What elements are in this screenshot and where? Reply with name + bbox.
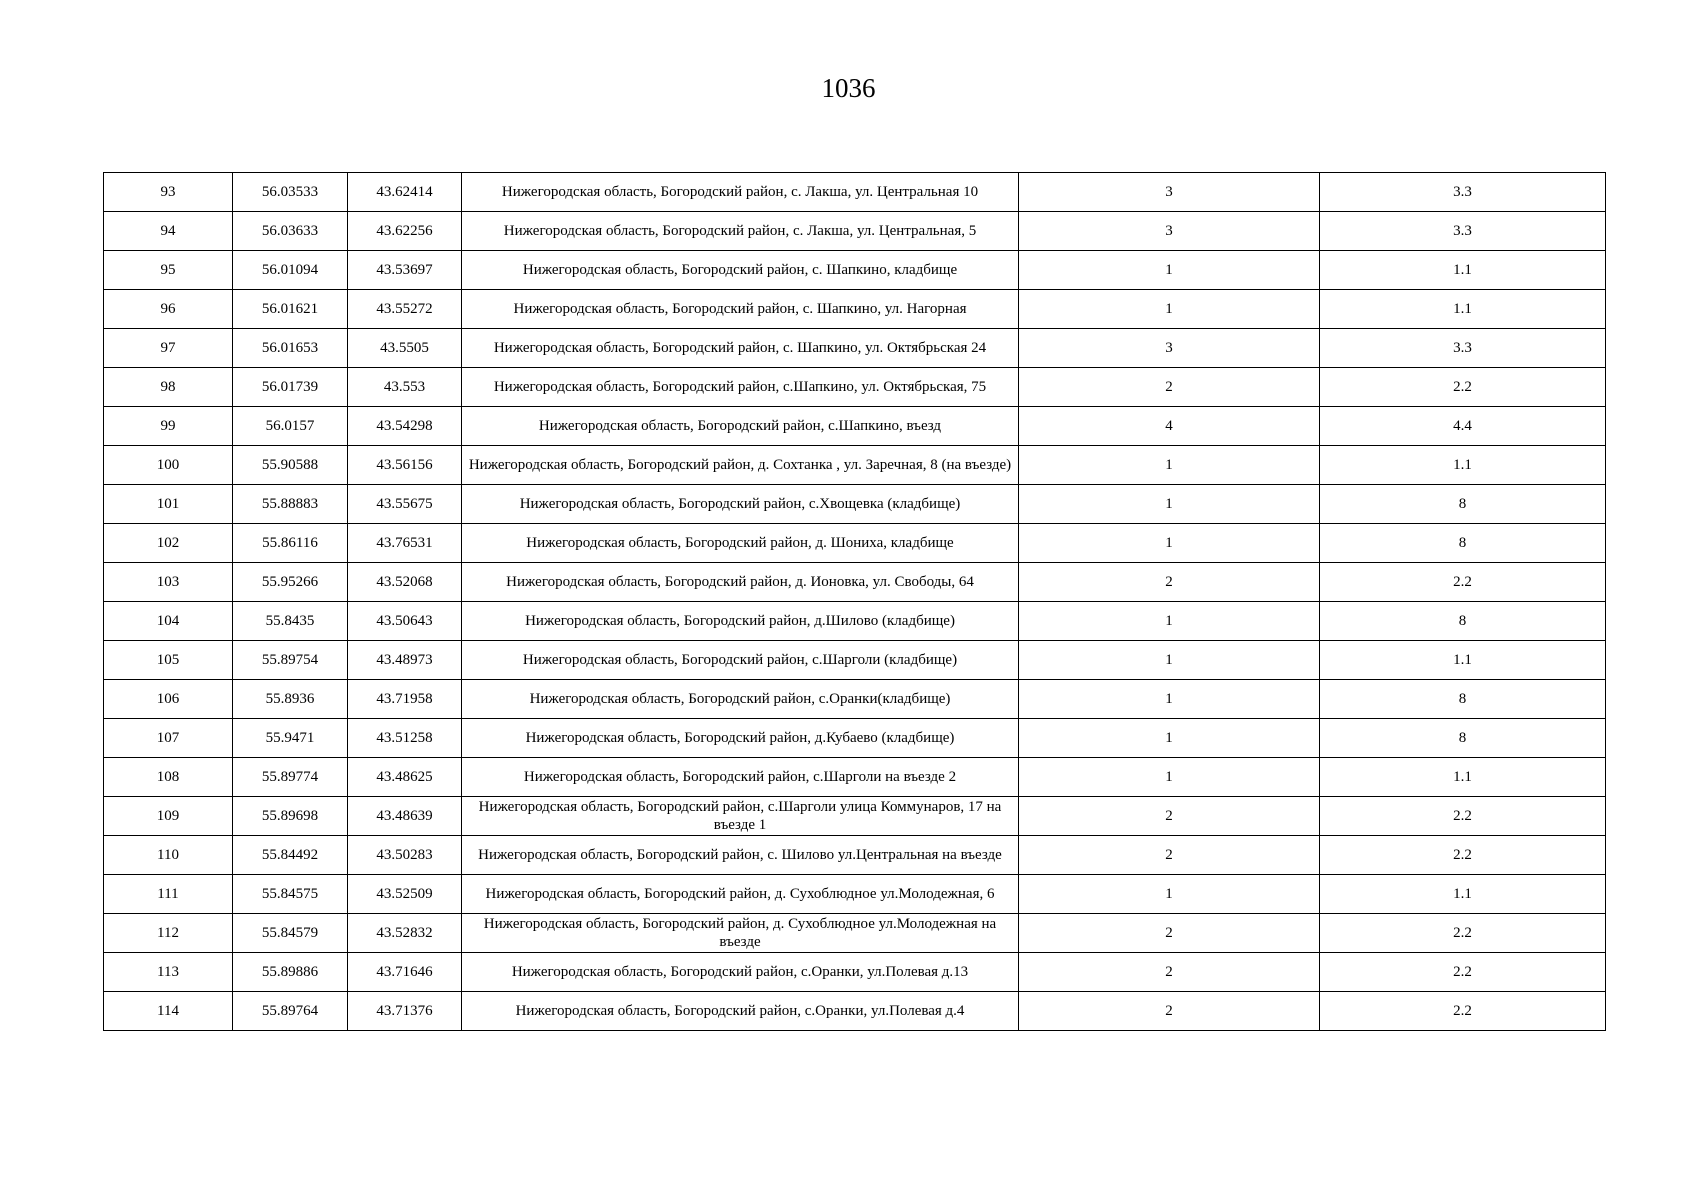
code-cell: 8 [1320, 524, 1606, 563]
address-cell: Нижегородская область, Богородский район, с.Оранки, ул.Полевая д.4 [462, 992, 1019, 1031]
address-cell: Нижегородская область, Богородский район, с.Хвощевка (кладбище) [462, 485, 1019, 524]
address-cell: Нижегородская область, Богородский район, с.Шарголи (кладбище) [462, 641, 1019, 680]
table-row [104, 719, 1606, 758]
code-cell: 8 [1320, 485, 1606, 524]
row-number-cell: 100 [104, 446, 233, 485]
table-row [104, 407, 1606, 446]
longitude-cell: 43.52509 [348, 875, 462, 914]
latitude-cell: 56.01094 [233, 251, 348, 290]
longitude-cell: 43.48639 [348, 797, 462, 836]
latitude-cell: 56.03633 [233, 212, 348, 251]
address-cell: Нижегородская область, Богородский район, д. Шониха, кладбище [462, 524, 1019, 563]
longitude-cell: 43.54298 [348, 407, 462, 446]
code-cell: 1.1 [1320, 446, 1606, 485]
code-cell: 2.2 [1320, 992, 1606, 1031]
code-cell: 2.2 [1320, 914, 1606, 953]
row-number-cell: 109 [104, 797, 233, 836]
table-row [104, 758, 1606, 797]
table-row [104, 602, 1606, 641]
row-number-cell: 104 [104, 602, 233, 641]
longitude-cell: 43.48973 [348, 641, 462, 680]
latitude-cell: 55.89754 [233, 641, 348, 680]
count-cell: 1 [1019, 758, 1320, 797]
address-cell: Нижегородская область, Богородский район, д. Ионовка, ул. Свободы, 64 [462, 563, 1019, 602]
latitude-cell: 55.84575 [233, 875, 348, 914]
code-cell: 1.1 [1320, 290, 1606, 329]
longitude-cell: 43.55272 [348, 290, 462, 329]
code-cell: 8 [1320, 680, 1606, 719]
count-cell: 2 [1019, 914, 1320, 953]
code-cell: 2.2 [1320, 563, 1606, 602]
address-cell: Нижегородская область, Богородский район, д.Кубаево (кладбище) [462, 719, 1019, 758]
code-cell: 8 [1320, 719, 1606, 758]
latitude-cell: 55.88883 [233, 485, 348, 524]
latitude-cell: 55.90588 [233, 446, 348, 485]
longitude-cell: 43.50643 [348, 602, 462, 641]
longitude-cell: 43.71646 [348, 953, 462, 992]
latitude-cell: 55.89698 [233, 797, 348, 836]
row-number-cell: 113 [104, 953, 233, 992]
code-cell: 4.4 [1320, 407, 1606, 446]
address-cell: Нижегородская область, Богородский район, с. Лакша, ул. Центральная 10 [462, 173, 1019, 212]
longitude-cell: 43.5505 [348, 329, 462, 368]
row-number-cell: 93 [104, 173, 233, 212]
table-row [104, 212, 1606, 251]
code-cell: 3.3 [1320, 173, 1606, 212]
table-row [104, 329, 1606, 368]
longitude-cell: 43.50283 [348, 836, 462, 875]
latitude-cell: 55.89774 [233, 758, 348, 797]
count-cell: 1 [1019, 290, 1320, 329]
row-number-cell: 101 [104, 485, 233, 524]
count-cell: 1 [1019, 719, 1320, 758]
count-cell: 1 [1019, 524, 1320, 563]
table-row [104, 641, 1606, 680]
longitude-cell: 43.52068 [348, 563, 462, 602]
count-cell: 3 [1019, 212, 1320, 251]
address-cell: Нижегородская область, Богородский район, с.Шарголи улица Коммунаров, 17 на въезде 1 [462, 797, 1019, 836]
code-cell: 1.1 [1320, 875, 1606, 914]
address-cell: Нижегородская область, Богородский район, д. Сохтанка , ул. Заречная, 8 (на въезде) [462, 446, 1019, 485]
count-cell: 2 [1019, 368, 1320, 407]
table-row [104, 290, 1606, 329]
table-row [104, 173, 1606, 212]
address-cell: Нижегородская область, Богородский район, д. Сухоблюдное ул.Молодежная на въезде [462, 914, 1019, 953]
code-cell: 8 [1320, 602, 1606, 641]
row-number-cell: 110 [104, 836, 233, 875]
code-cell: 2.2 [1320, 797, 1606, 836]
address-cell: Нижегородская область, Богородский район, с. Шапкино, кладбище [462, 251, 1019, 290]
longitude-cell: 43.48625 [348, 758, 462, 797]
longitude-cell: 43.62414 [348, 173, 462, 212]
latitude-cell: 56.03533 [233, 173, 348, 212]
code-cell: 1.1 [1320, 758, 1606, 797]
count-cell: 3 [1019, 329, 1320, 368]
count-cell: 1 [1019, 641, 1320, 680]
count-cell: 1 [1019, 875, 1320, 914]
longitude-cell: 43.71376 [348, 992, 462, 1031]
table-row [104, 485, 1606, 524]
row-number-cell: 97 [104, 329, 233, 368]
latitude-cell: 55.9471 [233, 719, 348, 758]
longitude-cell: 43.553 [348, 368, 462, 407]
table-row [104, 992, 1606, 1031]
row-number-cell: 99 [104, 407, 233, 446]
latitude-cell: 55.95266 [233, 563, 348, 602]
row-number-cell: 96 [104, 290, 233, 329]
longitude-cell: 43.76531 [348, 524, 462, 563]
address-cell: Нижегородская область, Богородский район, с.Шарголи на въезде 2 [462, 758, 1019, 797]
count-cell: 3 [1019, 173, 1320, 212]
latitude-cell: 56.01739 [233, 368, 348, 407]
count-cell: 1 [1019, 446, 1320, 485]
latitude-cell: 55.8435 [233, 602, 348, 641]
longitude-cell: 43.55675 [348, 485, 462, 524]
table-row [104, 524, 1606, 563]
table-row [104, 953, 1606, 992]
address-cell: Нижегородская область, Богородский район, с.Оранки(кладбище) [462, 680, 1019, 719]
row-number-cell: 108 [104, 758, 233, 797]
table-row [104, 368, 1606, 407]
row-number-cell: 94 [104, 212, 233, 251]
latitude-cell: 56.01621 [233, 290, 348, 329]
count-cell: 2 [1019, 836, 1320, 875]
count-cell: 2 [1019, 797, 1320, 836]
latitude-cell: 56.01653 [233, 329, 348, 368]
latitude-cell: 55.89764 [233, 992, 348, 1031]
address-cell: Нижегородская область, Богородский район, с. Шапкино, ул. Нагорная [462, 290, 1019, 329]
longitude-cell: 43.53697 [348, 251, 462, 290]
table-row [104, 563, 1606, 602]
address-cell: Нижегородская область, Богородский район, с.Оранки, ул.Полевая д.13 [462, 953, 1019, 992]
row-number-cell: 105 [104, 641, 233, 680]
code-cell: 3.3 [1320, 329, 1606, 368]
row-number-cell: 95 [104, 251, 233, 290]
table-row [104, 680, 1606, 719]
address-cell: Нижегородская область, Богородский район, д.Шилово (кладбище) [462, 602, 1019, 641]
row-number-cell: 107 [104, 719, 233, 758]
code-cell: 1.1 [1320, 641, 1606, 680]
count-cell: 1 [1019, 680, 1320, 719]
row-number-cell: 114 [104, 992, 233, 1031]
address-cell: Нижегородская область, Богородский район, с. Лакша, ул. Центральная, 5 [462, 212, 1019, 251]
count-cell: 2 [1019, 953, 1320, 992]
page-number: 1036 [821, 73, 876, 103]
table-body [104, 173, 1606, 1031]
longitude-cell: 43.52832 [348, 914, 462, 953]
code-cell: 2.2 [1320, 368, 1606, 407]
latitude-cell: 56.0157 [233, 407, 348, 446]
latitude-cell: 55.8936 [233, 680, 348, 719]
address-cell: Нижегородская область, Богородский район, с.Шапкино, въезд [462, 407, 1019, 446]
table-row [104, 836, 1606, 875]
latitude-cell: 55.84492 [233, 836, 348, 875]
count-cell: 2 [1019, 992, 1320, 1031]
table-row [104, 446, 1606, 485]
code-cell: 2.2 [1320, 836, 1606, 875]
code-cell: 3.3 [1320, 212, 1606, 251]
longitude-cell: 43.71958 [348, 680, 462, 719]
row-number-cell: 103 [104, 563, 233, 602]
count-cell: 1 [1019, 602, 1320, 641]
address-cell: Нижегородская область, Богородский район, с. Шилово ул.Центральная на въезде [462, 836, 1019, 875]
table-row [104, 875, 1606, 914]
row-number-cell: 98 [104, 368, 233, 407]
row-number-cell: 112 [104, 914, 233, 953]
count-cell: 2 [1019, 563, 1320, 602]
count-cell: 1 [1019, 485, 1320, 524]
table-row [104, 914, 1606, 953]
latitude-cell: 55.86116 [233, 524, 348, 563]
count-cell: 4 [1019, 407, 1320, 446]
longitude-cell: 43.62256 [348, 212, 462, 251]
longitude-cell: 43.51258 [348, 719, 462, 758]
table-row [104, 251, 1606, 290]
latitude-cell: 55.89886 [233, 953, 348, 992]
row-number-cell: 111 [104, 875, 233, 914]
code-cell: 2.2 [1320, 953, 1606, 992]
address-cell: Нижегородская область, Богородский район, д. Сухоблюдное ул.Молодежная, 6 [462, 875, 1019, 914]
address-cell: Нижегородская область, Богородский район, с. Шапкино, ул. Октябрьская 24 [462, 329, 1019, 368]
data-table [103, 172, 1606, 1031]
row-number-cell: 106 [104, 680, 233, 719]
table-row [104, 797, 1606, 836]
row-number-cell: 102 [104, 524, 233, 563]
longitude-cell: 43.56156 [348, 446, 462, 485]
code-cell: 1.1 [1320, 251, 1606, 290]
count-cell: 1 [1019, 251, 1320, 290]
address-cell: Нижегородская область, Богородский район, с.Шапкино, ул. Октябрьская, 75 [462, 368, 1019, 407]
latitude-cell: 55.84579 [233, 914, 348, 953]
